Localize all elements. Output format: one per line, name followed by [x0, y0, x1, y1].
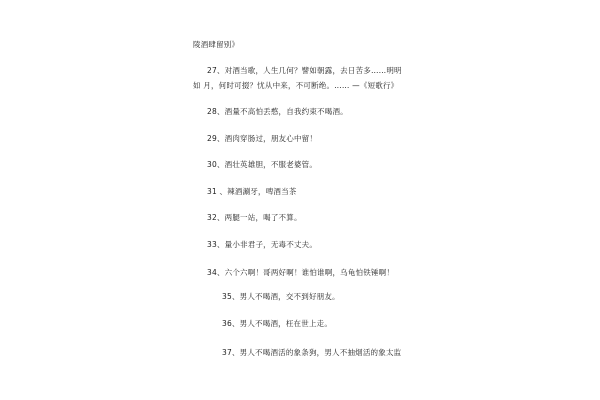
- text-line-32: 32、两腿一站，喝了不算。: [207, 213, 302, 222]
- text-line-continuation: 陵酒肆留别》: [193, 40, 240, 49]
- text-line-29: 29、酒肉穿肠过，朋友心中留！: [207, 134, 318, 143]
- text-line-27-cont: 如 月，何时可掇？忧从中来，不可断绝。…… —《短歌行》: [193, 81, 399, 90]
- text-line-28: 28、酒量不高怕丢憨，自我约束不喝酒。: [207, 107, 348, 116]
- text-line-34: 34、六个六啊！哥两好啊！谁怕谁啊，乌龟怕铁锤啊！: [207, 268, 395, 277]
- text-line-35: 35、男人不喝酒，交不到好朋友。: [222, 292, 340, 301]
- text-line-31: 31 、辣酒涮牙，啤酒当茶: [207, 187, 297, 196]
- text-line-33: 33、量小非君子，无毒不丈夫。: [207, 240, 318, 249]
- text-line-30: 30、酒壮英雄胆，不服老婆管。: [207, 160, 318, 169]
- text-line-36: 36、男人不喝酒，枉在世上走。: [222, 319, 333, 328]
- text-line-37: 37、男人不喝酒活的象条狗，男人不抽烟活的象太监: [222, 348, 402, 357]
- text-line-27: 27、对酒当歌，人生几何？譬如朝露，去日苦多……明明: [207, 66, 402, 75]
